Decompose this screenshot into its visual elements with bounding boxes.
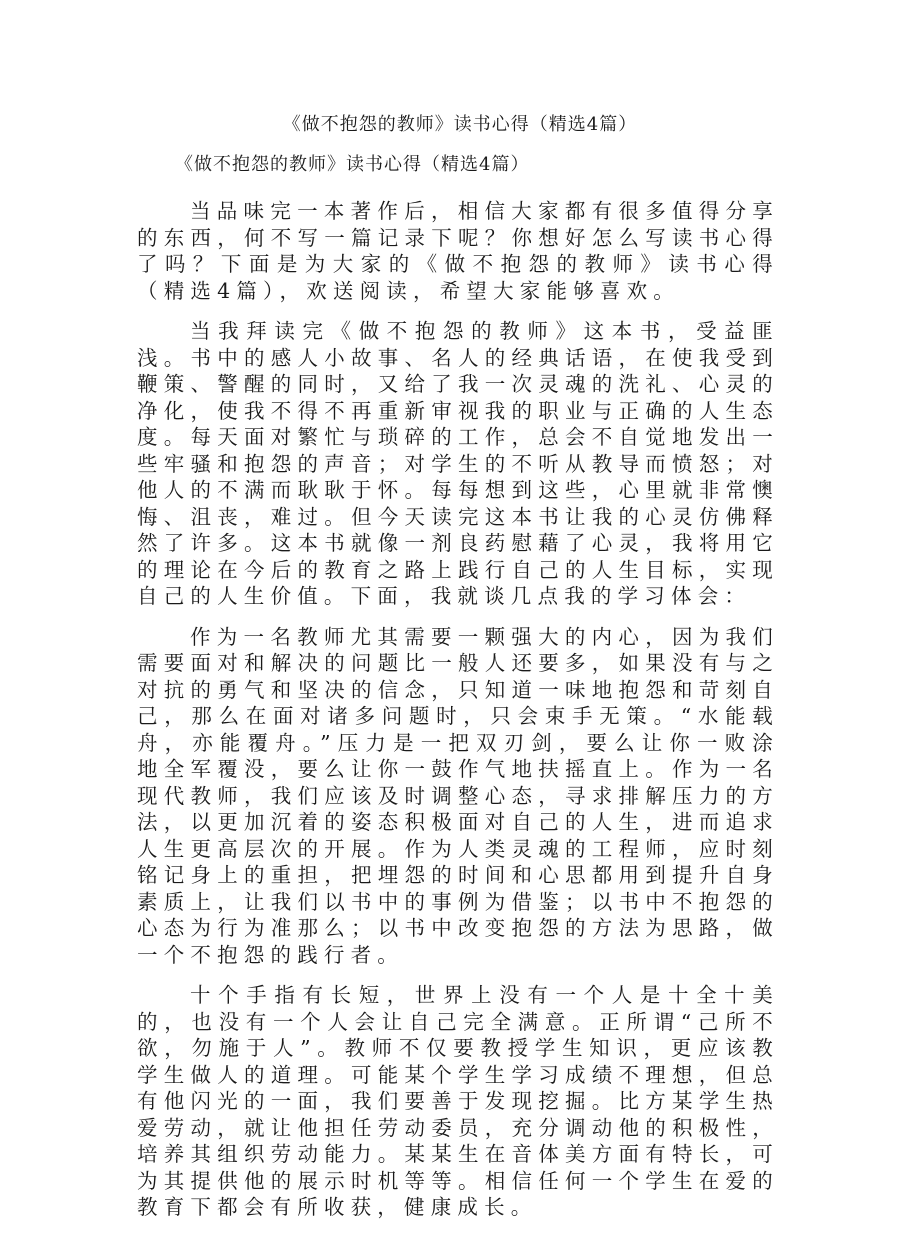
paragraph-inner-strength: 作为一名教师尤其需要一颗强大的内心，因为我们需要面对和解决的问题比一般人还要多，如果没有与之对抗的勇气和坚决的信念，只知道一味地抱怨和苛刻自己，那么在面对诸多问题时，只会束手无策。“水能载舟，亦能覆舟。”压力是一把双刃剑，要么让你一败涂地全军覆没，要么让你一鼓作气地扶摇直上。作为一名现代教师，我们应该及时调整心态，寻求排解压力的方法，以更加沉着的姿态积极面对自己的人生，进而追求人生更高层次的开展。作为人类灵魂的工程师，应时刻铭记身上的重担，把埋怨的时间和心思都用到提升自身素质上，让我们以书中的事例为借鉴；以书中不抱怨的心态为行为准那么；以书中改变抱怨的方法为思路，做一个不抱怨的践行者。	[137, 624, 779, 967]
paragraph-reading-impressions: 当我拜读完《做不抱怨的教师》这本书，受益匪浅。书中的感人小故事、名人的经典话语，在使我受到鞭策、警醒的同时，又给了我一次灵魂的洗礼、心灵的净化，使我不得不再重新审视我的职业与正确的人生态度。每天面对繁忙与琐碎的工作，总会不自觉地发出一些牢骚和抱怨的声音；对学生的不听从教导而愤怒；对他人的不满而耿耿于怀。每每想到这些，心里就非常懊悔、沮丧，难过。但今天读完这本书让我的心灵仿佛释然了许多。这本书就像一剂良药慰藉了心灵，我将用它的理论在今后的教育之路上践行自己的人生目标，实现自己的人生价值。下面，我就谈几点我的学习体会：	[137, 319, 779, 608]
document-body	[137, 198, 779, 1235]
document-subtitle: 《做不抱怨的教师》读书心得（精选4篇）	[175, 154, 530, 175]
paragraph-student-strengths: 十个手指有长短，世界上没有一个人是十全十美的，也没有一个人会让自己完全满意。正所谓“己所不欲，勿施于人”。教师不仅要教授学生知识，更应该教学生做人的道理。可能某个学生学习成绩不理想，但总有他闪光的一面，我们要善于发现挖掘。比方某学生热爱劳动，就让他担任劳动委员，充分调动他的积极性，培养其组织劳动能力。某某生在音体美方面有特长，可为其提供他的展示时机等等。相信任何一个学生在爱的教育下都会有所收获，健康成长。	[137, 983, 779, 1219]
paragraph-intro: 当品味完一本著作后，相信大家都有很多值得分享的东西，何不写一篇记录下呢？你想好怎么写读书心得了吗？下面是为大家的《做不抱怨的教师》读书心得（精选4篇），欢送阅读，希望大家能够喜欢。	[137, 199, 779, 303]
document-title: 《做不抱怨的教师》读书心得（精选4篇）	[282, 114, 638, 135]
